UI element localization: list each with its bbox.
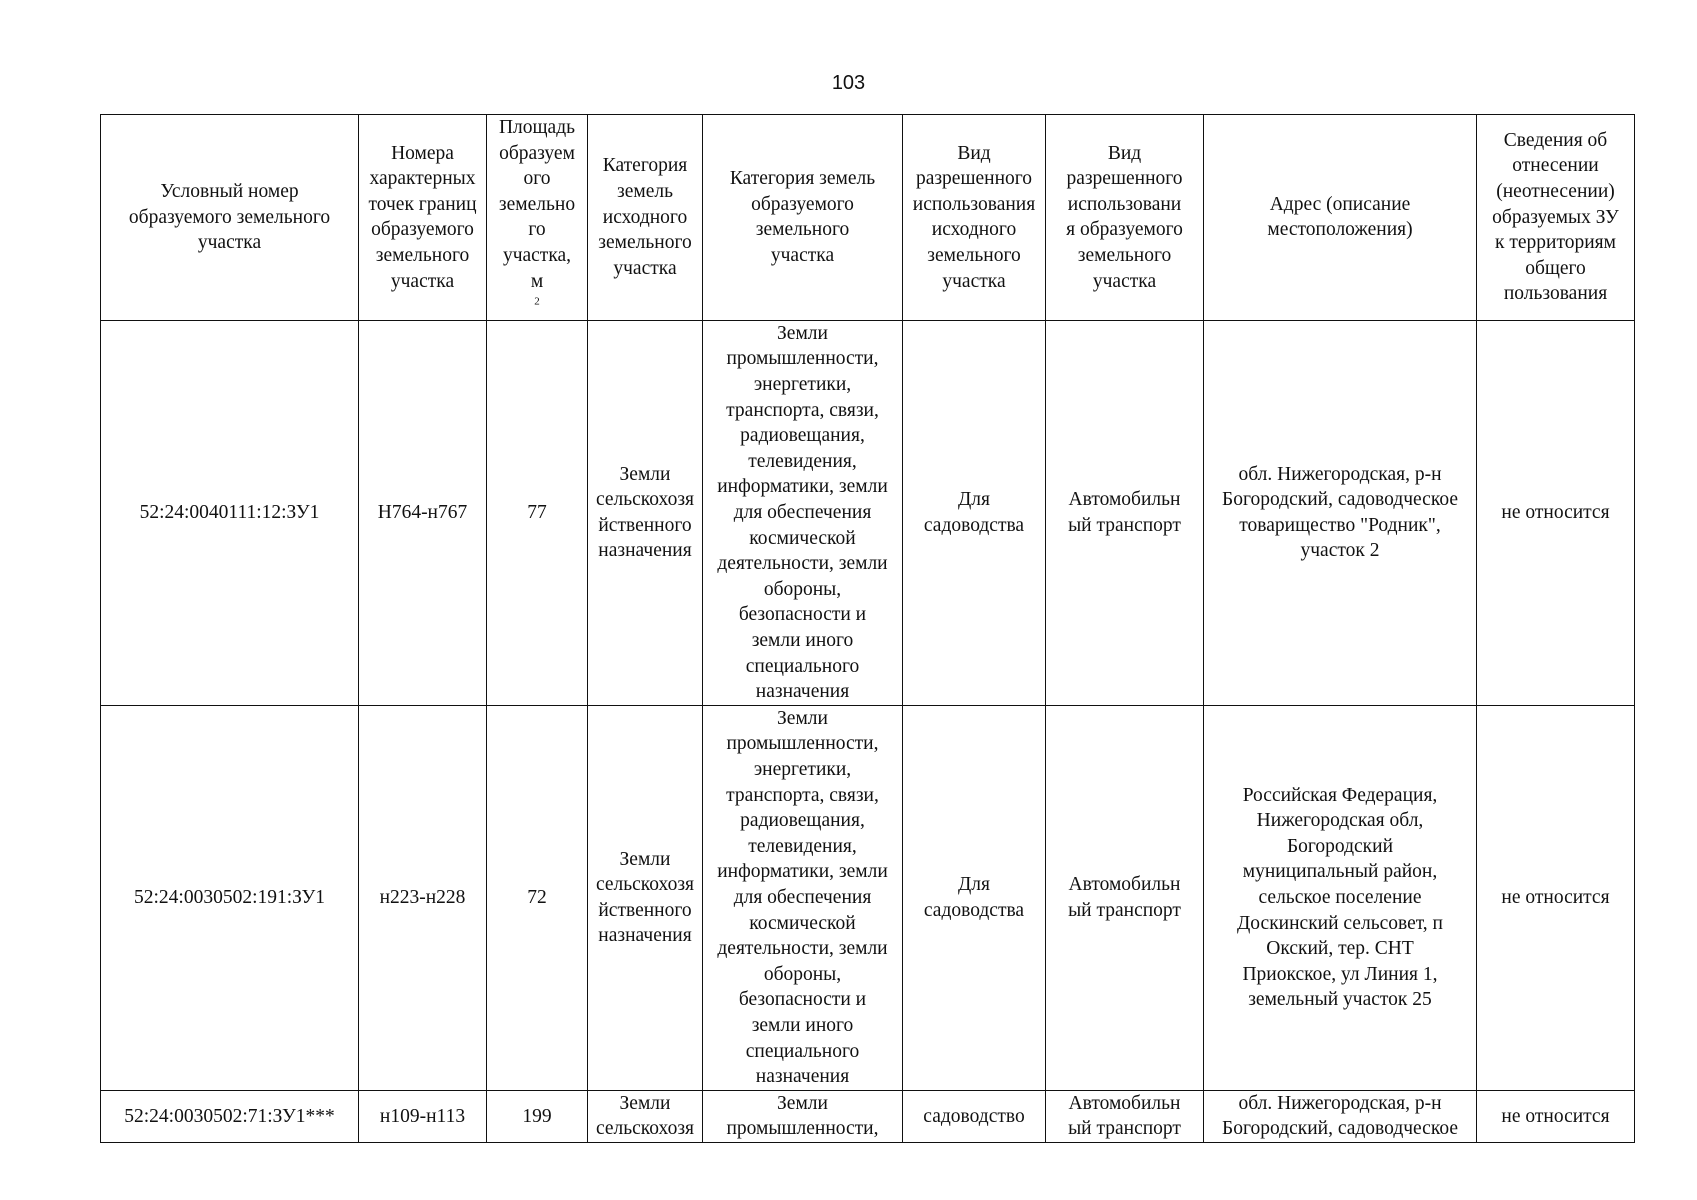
cell-public-status: не относится bbox=[1477, 1090, 1635, 1142]
header-source-use: Вид разрешенного использования исходного земельного участка bbox=[903, 115, 1046, 321]
cell-source-use: Для садоводства bbox=[903, 705, 1046, 1090]
header-plot-number: Условный номер образуемого земельного участка bbox=[101, 115, 359, 321]
table-header-row bbox=[101, 115, 1635, 321]
cell-target-category: Земли промышленности, энергетики, транспорта, связи, радиовещания, телевидения, информатики, земли для обеспечения космической деятельности, земли обороны, безопасности и земли иного специального назначения bbox=[703, 320, 903, 705]
cell-address: обл. Нижегородская, р-н Богородский, садоводческое товарищество "Родник", участок 2 bbox=[1204, 320, 1477, 705]
area-unit-superscript: 2 bbox=[534, 295, 540, 308]
cell-address: обл. Нижегородская, р-н Богородский, садоводческое bbox=[1204, 1090, 1477, 1142]
cell-plot-number: 52:24:0030502:191:ЗУ1 bbox=[101, 705, 359, 1090]
header-address: Адрес (описание местоположения) bbox=[1204, 115, 1477, 321]
cell-public-status: не относится bbox=[1477, 705, 1635, 1090]
cell-source-category: Земли сельскохозя йственного назначения bbox=[588, 320, 703, 705]
cell-source-category: Земли сельскохозя bbox=[588, 1090, 703, 1142]
cell-boundary-points: н109-н113 bbox=[359, 1090, 487, 1142]
header-area: Площадь образуем ого земельно го участка, м $^2$ bbox=[487, 115, 588, 321]
cell-area: 77 bbox=[487, 320, 588, 705]
table-row bbox=[101, 1090, 1635, 1142]
cell-target-use: Автомобильн ый транспорт bbox=[1046, 320, 1204, 705]
header-target-category: Категория земель образуемого земельного участка bbox=[703, 115, 903, 321]
cell-source-category: Земли сельскохозя йственного назначения bbox=[588, 705, 703, 1090]
table-row bbox=[101, 320, 1635, 705]
cell-target-category: Земли промышленности, энергетики, транспорта, связи, радиовещания, телевидения, информатики, земли для обеспечения космической деятельности, земли обороны, безопасности и земли иного специального назначения bbox=[703, 705, 903, 1090]
cell-address: Российская Федерация, Нижегородская обл, Богородский муниципальный район, сельское поселение Доскинский сельсовет, п Окский, тер. СНТ Приокское, ул Линия 1, земельный участок 25 bbox=[1204, 705, 1477, 1090]
cell-plot-number: 52:24:0040111:12:ЗУ1 bbox=[101, 320, 359, 705]
cell-target-use: Автомобильн ый транспорт bbox=[1046, 705, 1204, 1090]
header-source-category: Категория земель исходного земельного участка bbox=[588, 115, 703, 321]
cell-area: 199 bbox=[487, 1090, 588, 1142]
cell-source-use: Для садоводства bbox=[903, 320, 1046, 705]
header-public-status: Сведения об отнесении (неотнесении) образуемых ЗУ к территориям общего пользования bbox=[1477, 115, 1635, 321]
page-number: 103 bbox=[831, 72, 866, 94]
cell-public-status: не относится bbox=[1477, 320, 1635, 705]
cell-source-use: садоводство bbox=[903, 1090, 1046, 1142]
cell-boundary-points: Н764-н767 bbox=[359, 320, 487, 705]
land-plots-table bbox=[100, 114, 1635, 1143]
cell-area: 72 bbox=[487, 705, 588, 1090]
header-target-use: Вид разрешенного использовани я образуемого земельного участка bbox=[1046, 115, 1204, 321]
cell-target-use: Автомобильн ый транспорт bbox=[1046, 1090, 1204, 1142]
cell-boundary-points: н223-н228 bbox=[359, 705, 487, 1090]
cell-target-category: Земли промышленности, bbox=[703, 1090, 903, 1142]
cell-plot-number: 52:24:0030502:71:ЗУ1*** bbox=[101, 1090, 359, 1142]
header-boundary-points: Номера характерных точек границ образуемого земельного участка bbox=[359, 115, 487, 321]
table-row bbox=[101, 705, 1635, 1090]
